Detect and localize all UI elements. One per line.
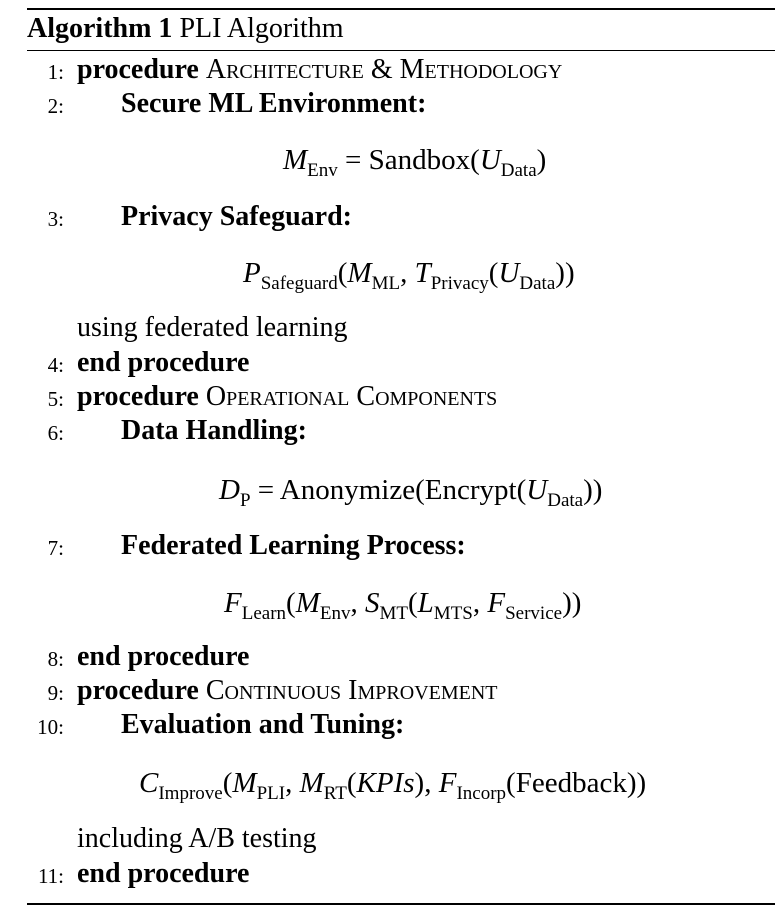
equation-4: $F_{Learn}(M_{Env}$, $S_{MT}(L_{MTS}$, $F_{Service}$)) [224,587,582,624]
end-procedure: end procedure [77,347,250,378]
procedure-name: Architecture & Methodology [205,54,563,85]
line-number: 6: [47,421,64,445]
line-number: 8: [47,647,64,671]
line-number: 7: [47,536,64,560]
line-number: 11: [37,864,64,888]
bottom-rule [27,903,775,905]
step-label: Secure ML Environment: [121,88,427,119]
line-number: 1: [47,60,64,84]
keyword: procedure [77,381,199,412]
step-label: Privacy Safeguard: [121,201,352,232]
note-text: including A/B testing [77,823,317,854]
step-label: Evaluation and Tuning: [121,709,405,740]
equation-1: $M_{Env}$ = $Sandbox(U_{Data})$ [283,144,547,181]
keyword: procedure [77,54,199,85]
algo-line-1 [77,53,562,87]
top-rule [27,8,775,10]
algo-line-5 [77,380,497,414]
caption-title: PLI Algorithm [179,13,344,44]
end-procedure: end procedure [77,641,250,672]
line-number: 10: [37,715,64,739]
keyword: procedure [77,675,199,706]
line-number: 3: [47,207,64,231]
equation-5: $C_{Improve}(M_{PLI}$, $M_{RT}(KPIs)$, $F_{Incorp}(Feedback)$) [139,767,647,804]
note-text: using federated learning [77,312,348,343]
caption-label: Algorithm 1 [27,13,173,44]
equation-2: $P_{Safeguard}(M_{ML}$, $T_{Privacy}(U_{Data})$) [243,257,575,294]
caption-rule [27,50,775,51]
step-label: Federated Learning Process: [121,530,466,561]
algo-line-9 [77,674,498,708]
line-number: 9: [47,681,64,705]
line-number: 4: [47,353,64,377]
step-label: Data Handling: [121,415,307,446]
procedure-name: Continuous Improvement [205,675,498,706]
procedure-name: Operational Components [205,381,498,412]
algorithm-caption [27,12,344,46]
line-number: 2: [47,94,64,118]
line-number: 5: [47,387,64,411]
end-procedure: end procedure [77,858,250,889]
equation-3: $D_P$ = $Anonymize(Encrypt(U_{Data}))$ [219,474,603,511]
